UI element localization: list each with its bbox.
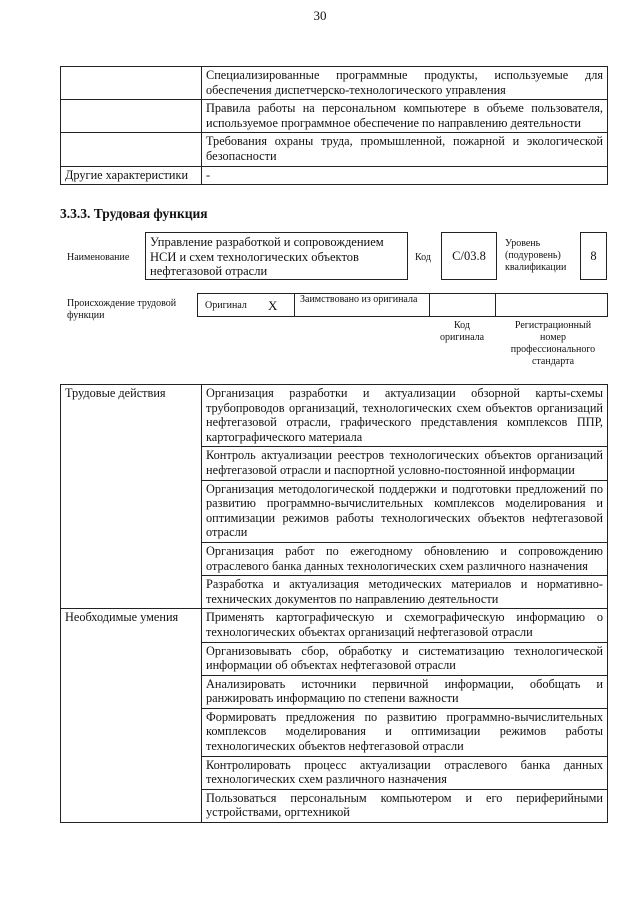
page-number: 30 <box>313 8 327 23</box>
table-row <box>61 385 608 447</box>
divider <box>429 293 430 317</box>
level-label: Уровень (подуровень) квалификации <box>505 238 567 273</box>
group-label: Необходимые умения <box>61 609 202 823</box>
row-label <box>61 100 202 133</box>
group-label: Трудовые действия <box>61 385 202 609</box>
table-cell: Контролировать процесс актуализации отраслевого банка данных технологических схем различного назначения <box>202 756 608 789</box>
level-value: 8 <box>590 248 597 263</box>
table-cell: Организовывать сбор, обработку и систематизацию технологической информации об объектах нефтегазовой отрасли <box>202 642 608 675</box>
code-box <box>441 232 497 280</box>
row-value: Требования охраны труда, промышленной, пожарной и экологической безопасности <box>202 133 608 166</box>
table-cell: Пользоваться персональным компьютером и его периферийными устройствами, оргтехникой <box>202 789 608 822</box>
original-label: Оригинал <box>205 300 247 311</box>
table-cell: Анализировать источники первичной информации, обобщать и ранжировать информацию по степени важности <box>202 675 608 708</box>
table-row <box>61 609 608 642</box>
table-cell: Разработка и актуализация методических материалов и нормативно-технических документов по направлению деятельности <box>202 576 608 609</box>
top-table <box>60 66 608 185</box>
table-cell: Контроль актуализации реестров технологических объектов организаций нефтегазовой отрасли и паспортной условно-постоянной информации <box>202 447 608 480</box>
table-cell: Организация разработки и актуализации обзорной карты-схемы трубопроводов организаций, технологических схем объектов организаций нефтегазовой отрасли, графического представления комплексов ППР, картографического материала <box>202 385 608 447</box>
table-row <box>61 67 608 100</box>
main-table <box>60 384 608 823</box>
table-row <box>61 100 608 133</box>
code-label: Код <box>415 252 431 263</box>
table-cell: Применять картографическую и схемографическую информацию о технологических объектах организаций нефтегазовой отрасли <box>202 609 608 642</box>
original-mark: X <box>268 298 278 313</box>
table-row <box>61 166 608 185</box>
section-title: 3.3.3. Трудовая функция <box>60 206 208 221</box>
row-value: Специализированные программные продукты, используемые для обеспечения диспетчерско-технологического управления <box>202 67 608 100</box>
row-label <box>61 133 202 166</box>
row-value: Правила работы на персональном компьютере в объеме пользователя, используемое программное обеспечение по направлению деятельности <box>202 100 608 133</box>
table-cell: Организация работ по ежегодному обновлению и сопровождению отраслевого банка данных технологических схем различного назначения <box>202 542 608 575</box>
name-label: Наименование <box>67 252 130 263</box>
divider <box>495 293 496 317</box>
level-box <box>580 232 607 280</box>
origin-label: Происхождение трудовой функции <box>67 298 177 321</box>
table-row <box>61 133 608 166</box>
code-caption: Код оригинала <box>439 320 485 343</box>
name-box <box>145 232 408 280</box>
table-cell: Организация методологической поддержки и подготовки предложений по развитию программно-вычислительных комплексов моделирования и оптимизации режимов работы технологических объектов нефтегазовой отрасли <box>202 480 608 542</box>
borrowed-label: Заимствовано из оригинала <box>300 294 418 305</box>
divider <box>294 293 295 317</box>
row-value: - <box>202 166 608 185</box>
function-code: C/03.8 <box>452 248 486 263</box>
row-label: Другие характеристики <box>61 166 202 185</box>
function-name: Управление разработкой и сопровождением НСИ и схем технологических объектов нефтегазовой отрасли <box>150 235 384 278</box>
reg-caption: Регистрационный номер профессионального стандарта <box>510 320 596 367</box>
table-cell: Формировать предложения по развитию программно-вычислительных комплексов моделирования и оптимизации режимов работы технологических объектов нефтегазовой отрасли <box>202 708 608 756</box>
row-label <box>61 67 202 100</box>
